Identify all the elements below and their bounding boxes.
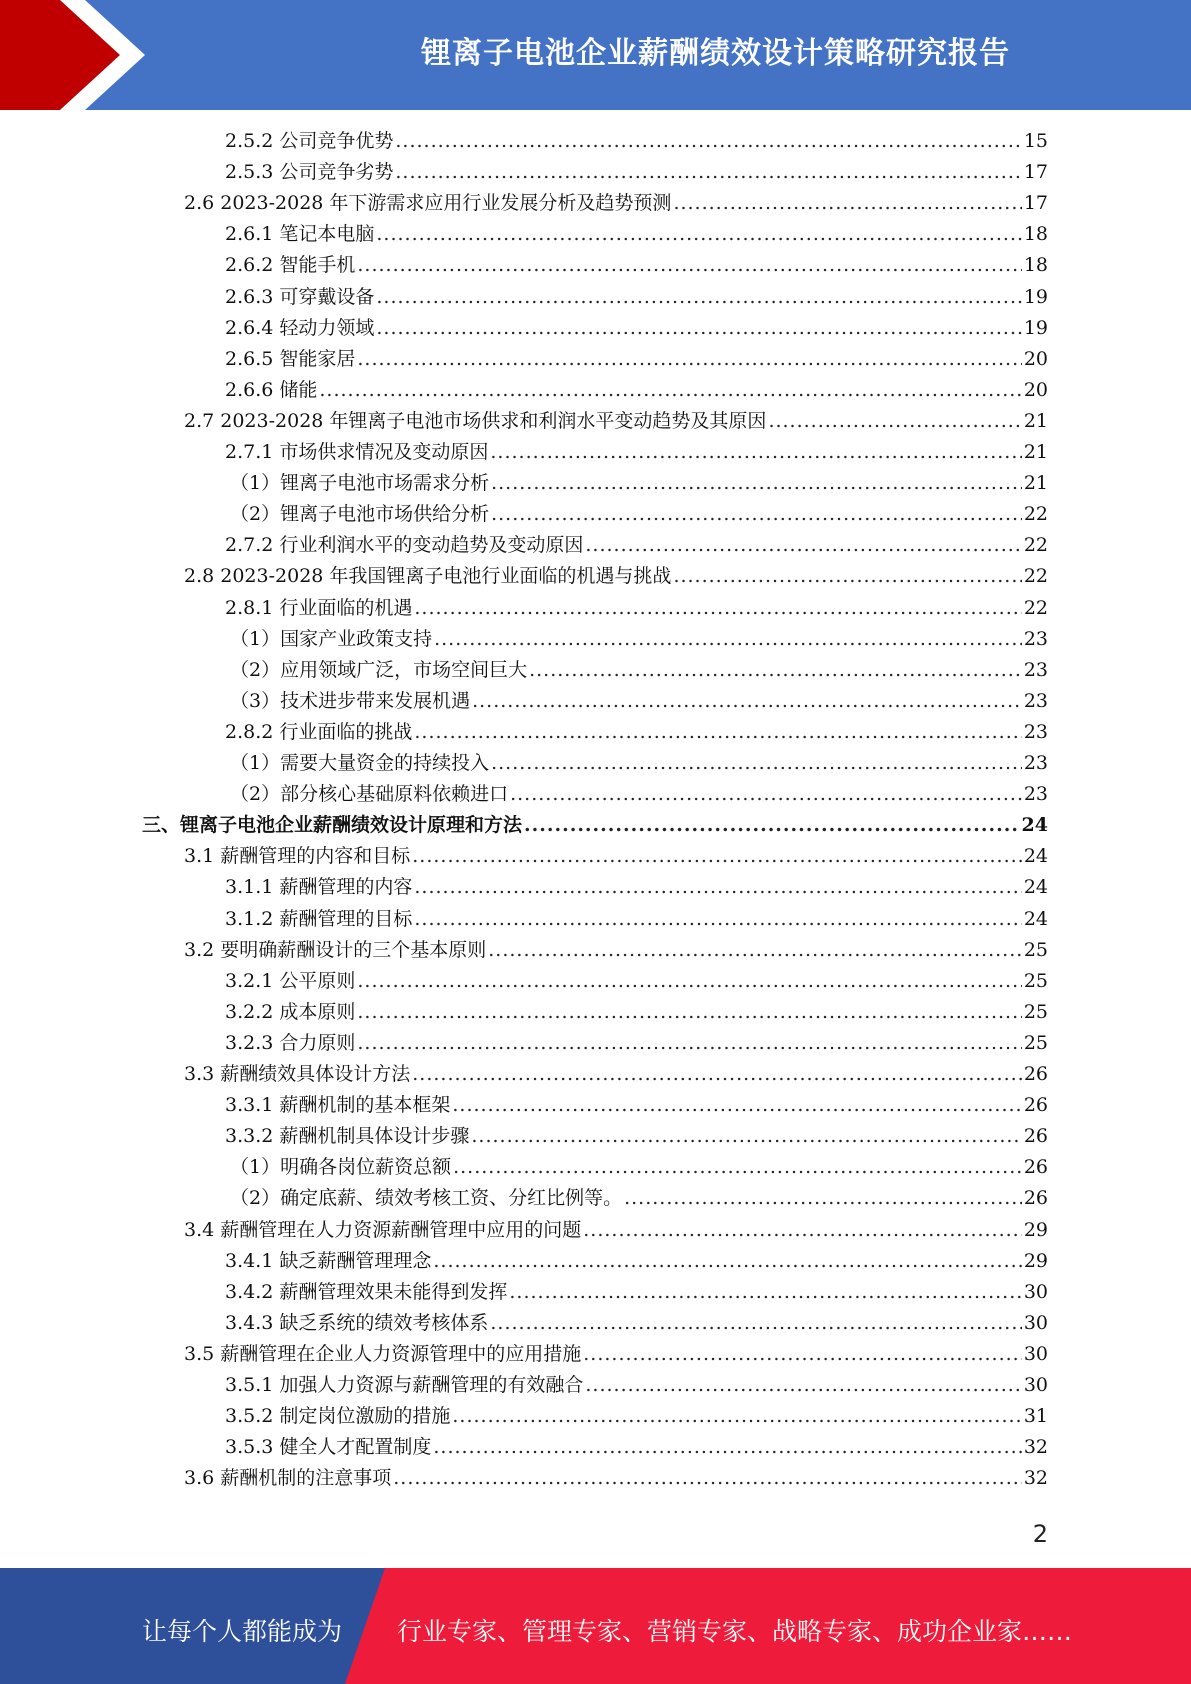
- toc-dot-leader: [491, 469, 1022, 497]
- toc-entry-title: （2）锂离子电池市场供给分析: [230, 503, 490, 526]
- toc-entry-title: 3.5.3 健全人才配置制度: [225, 1436, 432, 1459]
- toc-entry-title: 2.5.2 公司竞争优势: [225, 130, 394, 152]
- toc-entry-page: 29: [1023, 1249, 1048, 1272]
- footer-slogan-left: 让每个人都能成为: [142, 1617, 343, 1646]
- toc-dot-leader: [414, 718, 1021, 746]
- toc-entry-title: 3.5 薪酬管理在企业人力资源管理中的应用措施: [184, 1342, 582, 1365]
- toc-entry[interactable]: [225, 1091, 1048, 1119]
- toc-entry[interactable]: [225, 967, 1048, 995]
- toc-entry-title: 3.4 薪酬管理在人力资源薪酬管理中应用的问题: [184, 1218, 582, 1241]
- toc-dot-leader: [393, 1464, 1022, 1492]
- toc-entry[interactable]: [230, 749, 1048, 777]
- toc-entry-title: （1）国家产业政策支持: [230, 627, 433, 650]
- toc-dot-leader: [357, 345, 1021, 373]
- toc-entry[interactable]: [225, 873, 1048, 901]
- toc-entry-page: 32: [1023, 1436, 1048, 1459]
- toc-entry-title: 2.6.5 智能家居: [225, 347, 356, 370]
- toc-entry[interactable]: [184, 842, 1048, 870]
- toc-entry[interactable]: [225, 905, 1048, 933]
- toc-dot-leader: [529, 656, 1022, 684]
- toc-entry[interactable]: [225, 220, 1048, 248]
- toc-entry[interactable]: [225, 998, 1048, 1026]
- toc-entry-title: 2.8.2 行业面临的挑战: [225, 720, 413, 743]
- toc-entry-page: 21: [1023, 441, 1048, 463]
- toc-entry-page: 22: [1023, 565, 1048, 588]
- footer-slogan-right: 行业专家、管理专家、营销专家、战略专家、成功企业家……: [397, 1617, 1073, 1646]
- toc-dot-leader: [414, 873, 1021, 901]
- toc-entry-page: 29: [1023, 1218, 1048, 1241]
- toc-dot-leader: [490, 1309, 1021, 1337]
- toc-entry-title: 3.6 薪酬机制的注意事项: [184, 1467, 392, 1490]
- toc-dot-leader: [433, 1433, 1021, 1461]
- toc-entry-page: 26: [1023, 1187, 1048, 1210]
- toc-entry[interactable]: [230, 1184, 1048, 1212]
- toc-entry-page: 26: [1023, 1094, 1048, 1117]
- toc-entry-page: 26: [1023, 1063, 1048, 1085]
- toc-dot-leader: [395, 127, 1021, 155]
- toc-entry-page: 23: [1023, 658, 1048, 681]
- toc-entry-page: 25: [1023, 969, 1048, 992]
- toc-entry-title: 3.3.1 薪酬机制的基本框架: [225, 1094, 451, 1117]
- toc-dot-leader: [510, 780, 1022, 808]
- toc-entry-title: 3.4.1 缺乏薪酬管理理念: [225, 1249, 432, 1272]
- toc-entry-page: 21: [1023, 472, 1048, 495]
- toc-entry[interactable]: [225, 1371, 1048, 1399]
- toc-entry-page: 24: [1021, 814, 1048, 837]
- toc-dot-leader: [414, 905, 1021, 933]
- toc-entry-page: 25: [1023, 1000, 1048, 1023]
- toc-entry[interactable]: [230, 1153, 1048, 1181]
- toc-entry[interactable]: [225, 314, 1048, 342]
- toc-entry-title: （1）锂离子电池市场需求分析: [230, 472, 490, 495]
- toc-entry[interactable]: [184, 1216, 1048, 1244]
- toc-dot-leader: [624, 1184, 1022, 1212]
- toc-entry-page: 20: [1023, 347, 1048, 370]
- toc-entry-title: 3.1 薪酬管理的内容和目标: [184, 845, 411, 868]
- toc-entry-page: 17: [1023, 161, 1048, 184]
- toc-entry-title: （1）明确各岗位薪资总额: [230, 1156, 452, 1179]
- toc-dot-leader: [376, 314, 1021, 342]
- toc-dot-leader: [491, 500, 1022, 528]
- toc-entry-page: 26: [1023, 1125, 1048, 1148]
- toc-entry-title: 3.2 要明确薪酬设计的三个基本原则: [184, 938, 487, 961]
- toc-entry[interactable]: [225, 594, 1048, 622]
- toc-entry-title: 3.1.2 薪酬管理的目标: [225, 907, 413, 930]
- toc-entry-title: 2.7.1 市场供求情况及变动原因: [225, 441, 489, 463]
- toc-entry[interactable]: [225, 1402, 1048, 1430]
- toc-dot-leader: [412, 842, 1022, 870]
- toc-dot-leader: [673, 562, 1021, 590]
- toc-entry-title: 2.8.1 行业面临的机遇: [225, 596, 413, 619]
- toc-entry-title: 2.7.2 行业利润水平的变动趋势及变动原因: [225, 534, 584, 557]
- toc-entry-page: 32: [1023, 1467, 1048, 1490]
- toc-entry[interactable]: [142, 811, 1048, 839]
- toc-dot-leader: [524, 811, 1020, 839]
- toc-entry[interactable]: [225, 345, 1048, 373]
- toc-entry-page: 19: [1023, 285, 1048, 308]
- toc-entry[interactable]: [225, 438, 1048, 466]
- toc-entry[interactable]: [225, 1029, 1048, 1057]
- toc-entry-page: 23: [1023, 627, 1048, 650]
- toc-dot-leader: [585, 531, 1021, 559]
- toc-entry-page: 23: [1023, 689, 1048, 712]
- toc-entry[interactable]: [225, 718, 1048, 746]
- toc-dot-leader: [768, 407, 1021, 435]
- toc-entry[interactable]: [225, 127, 1048, 155]
- toc-dot-leader: [434, 625, 1022, 653]
- toc-entry[interactable]: [230, 656, 1048, 684]
- toc-dot-leader: [433, 1247, 1021, 1275]
- toc-entry-title: （2）确定底薪、绩效考核工资、分红比例等。: [230, 1187, 623, 1210]
- toc-entry-title: 3.5.2 制定岗位激励的措施: [225, 1405, 451, 1428]
- toc-entry-page: 18: [1023, 223, 1048, 246]
- toc-dot-leader: [490, 438, 1021, 466]
- toc-entry[interactable]: [184, 1464, 1048, 1492]
- toc-entry-page: 18: [1023, 254, 1048, 277]
- toc-entry[interactable]: [184, 407, 1048, 435]
- toc-entry-page: 22: [1023, 596, 1048, 619]
- toc-dot-leader: [452, 1091, 1021, 1119]
- toc-entry-title: 3.4.3 缺乏系统的绩效考核体系: [225, 1311, 489, 1334]
- report-title: 锂离子电池企业薪酬绩效设计策略研究报告: [421, 36, 1010, 71]
- toc-dot-leader: [414, 594, 1021, 622]
- toc-entry-title: 三、锂离子电池企业薪酬绩效设计原理和方法: [142, 814, 523, 837]
- toc-dot-leader: [583, 1340, 1022, 1368]
- toc-dot-leader: [412, 1060, 1022, 1088]
- toc-entry-title: （2）部分核心基础原料依赖进口: [230, 783, 509, 806]
- toc-entry-page: 30: [1023, 1280, 1048, 1303]
- toc-entry-title: 2.5.3 公司竞争劣势: [225, 161, 394, 184]
- toc-entry-title: 3.4.2 薪酬管理效果未能得到发挥: [225, 1280, 508, 1303]
- toc-entry-page: 22: [1023, 503, 1048, 526]
- toc-entry-title: 2.6.3 可穿戴设备: [225, 285, 375, 308]
- toc-entry[interactable]: [225, 1278, 1048, 1306]
- toc-entry[interactable]: [225, 158, 1048, 186]
- toc-dot-leader: [472, 687, 1022, 715]
- toc-entry[interactable]: [184, 1060, 1048, 1088]
- toc-entry[interactable]: [230, 469, 1048, 497]
- toc-entry-page: 19: [1023, 316, 1048, 339]
- toc-entry-page: 24: [1023, 845, 1048, 868]
- toc-entry-title: （3）技术进步带来发展机遇: [230, 689, 471, 712]
- toc-entry-page: 23: [1023, 720, 1048, 743]
- toc-entry[interactable]: [184, 562, 1048, 590]
- toc-dot-leader: [376, 283, 1021, 311]
- toc-entry[interactable]: [225, 251, 1048, 279]
- toc-entry-title: 3.1.1 薪酬管理的内容: [225, 876, 413, 899]
- toc-dot-leader: [491, 749, 1022, 777]
- page-footer: [0, 1568, 1191, 1684]
- toc-dot-leader: [357, 967, 1021, 995]
- toc-dot-leader: [509, 1278, 1021, 1306]
- toc-entry-page: 23: [1023, 752, 1048, 774]
- toc-entry-page: 25: [1023, 1031, 1048, 1054]
- toc-entry-title: （1）需要大量资金的持续投入: [230, 752, 490, 774]
- toc-entry-title: 2.6.6 储能: [225, 378, 318, 401]
- toc-entry-title: 3.2.3 合力原则: [225, 1031, 356, 1054]
- toc-entry-title: （2）应用领域广泛，市场空间巨大: [230, 658, 528, 681]
- toc-dot-leader: [471, 1122, 1021, 1150]
- toc-entry-title: 2.6.4 轻动力领域: [225, 316, 375, 339]
- toc-dot-leader: [376, 220, 1021, 248]
- toc-entry-title: 2.8 2023-2028 年我国锂离子电池行业面临的机遇与挑战: [184, 565, 672, 588]
- toc-entry[interactable]: [225, 1247, 1048, 1275]
- toc-dot-leader: [673, 189, 1021, 217]
- toc-dot-leader: [453, 1153, 1022, 1181]
- toc-entry-page: 30: [1023, 1342, 1048, 1365]
- toc-dot-leader: [488, 936, 1022, 964]
- toc-entry-page: 15: [1023, 130, 1048, 152]
- toc-entry[interactable]: [184, 189, 1048, 217]
- toc-dot-leader: [319, 376, 1021, 404]
- toc-entry-page: 31: [1023, 1405, 1048, 1428]
- toc-entry-title: 2.6.1 笔记本电脑: [225, 223, 375, 246]
- toc-entry-title: 3.2.1 公平原则: [225, 969, 356, 992]
- toc-entry[interactable]: [225, 1309, 1048, 1337]
- toc-entry-page: 23: [1023, 783, 1048, 806]
- toc-entry[interactable]: [184, 1340, 1048, 1368]
- toc-entry-title: 3.3.2 薪酬机制具体设计步骤: [225, 1125, 470, 1148]
- toc-entry[interactable]: [230, 625, 1048, 653]
- toc-entry-page: 30: [1023, 1311, 1048, 1334]
- toc-entry-page: 21: [1023, 409, 1048, 432]
- toc-entry-page: 25: [1023, 938, 1048, 961]
- toc-entry[interactable]: [230, 780, 1048, 808]
- toc-entry-title: 3.3 薪酬绩效具体设计方法: [184, 1063, 411, 1085]
- toc-entry-title: 2.6 2023-2028 年下游需求应用行业发展分析及趋势预测: [184, 192, 672, 215]
- page-header: [0, 0, 1191, 110]
- toc-entry[interactable]: [225, 283, 1048, 311]
- toc-entry-title: 2.7 2023-2028 年锂离子电池市场供求和利润水平变动趋势及其原因: [184, 409, 767, 432]
- toc-entry-page: 20: [1023, 378, 1048, 401]
- toc-entry-page: 26: [1023, 1156, 1048, 1179]
- toc-dot-leader: [357, 998, 1021, 1026]
- toc-entry[interactable]: [225, 376, 1048, 404]
- toc-entry-title: 2.6.2 智能手机: [225, 254, 356, 277]
- toc-entry[interactable]: [230, 500, 1048, 528]
- toc-dot-leader: [585, 1371, 1021, 1399]
- toc-entry[interactable]: [225, 1122, 1048, 1150]
- toc-dot-leader: [357, 1029, 1021, 1057]
- toc-dot-leader: [395, 158, 1021, 186]
- toc-dot-leader: [357, 251, 1021, 279]
- toc-entry[interactable]: [230, 687, 1048, 715]
- toc-entry-page: 30: [1023, 1374, 1048, 1396]
- toc-dot-leader: [583, 1216, 1022, 1244]
- toc-entry-page: 24: [1023, 907, 1048, 930]
- toc-entry-page: 22: [1023, 534, 1048, 557]
- toc-entry[interactable]: [225, 531, 1048, 559]
- toc-entry[interactable]: [184, 936, 1048, 964]
- toc-dot-leader: [452, 1402, 1021, 1430]
- toc-entry-title: 3.5.1 加强人力资源与薪酬管理的有效融合: [225, 1374, 584, 1396]
- toc-entry-title: 3.2.2 成本原则: [225, 1000, 356, 1023]
- toc-entry-page: 24: [1023, 876, 1048, 899]
- page-number: 2: [1032, 1520, 1048, 1548]
- toc-entry[interactable]: [225, 1433, 1048, 1461]
- toc-entry-page: 17: [1023, 192, 1048, 215]
